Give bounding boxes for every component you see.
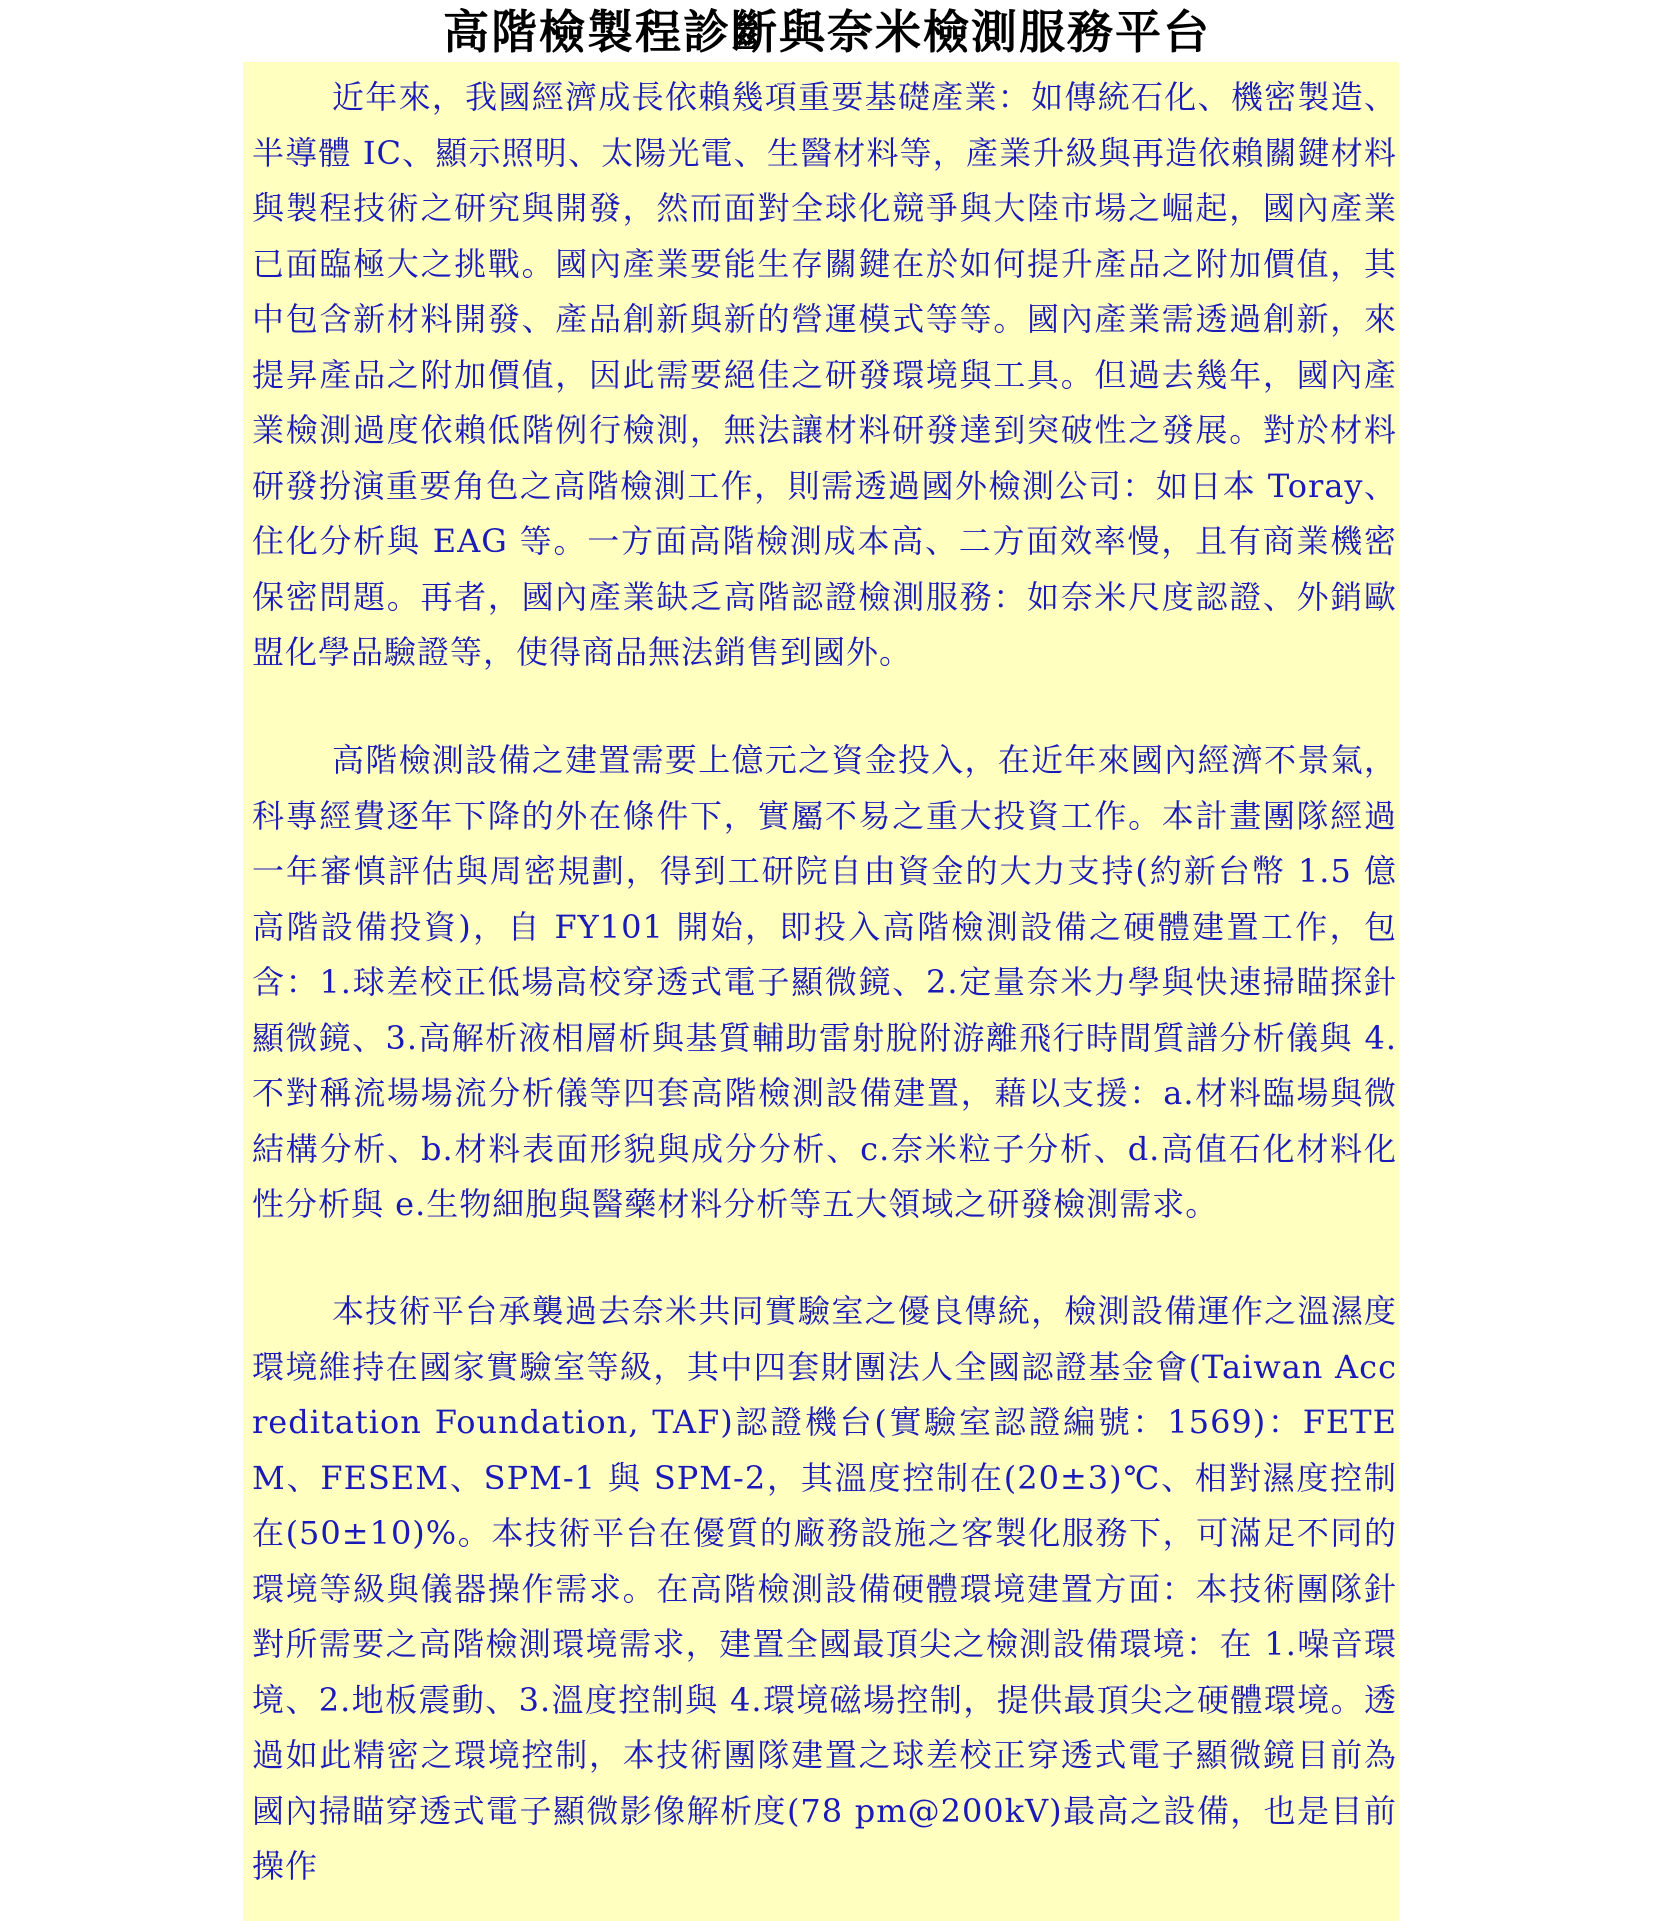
paragraph-2: 高階檢測設備之建置需要上億元之資金投入，在近年來國內經濟不景氣，科專經費逐年下降的外在條件下，實屬不易之重大投資工作。本計畫團隊經過一年審慎評估與周密規劃，得到工研院自由資金的大力支持(約新台幣 1.5 億高階設備投資)，自 FY101 開始，即投入高階檢測設備之硬體建置工作，包含：1.球差校正低場高校穿透式電子顯微鏡、2.定量奈米力學與快速掃瞄探針顯微鏡、3.高解析液相層析與基質輔助雷射脫附游離飛行時間質譜分析儀與 4.不對稱流場場流分析儀等四套高階檢測設備建置，藉以支援：a.材料臨場與微結構分析、b.材料表面形貌與成分分析、c.奈米粒子分析、d.高值石化材料化性分析與 e.生物細胞與醫藥材料分析等五大領域之研發檢測需求。 (252, 741, 1397, 1223)
paragraph-1: 近年來，我國經濟成長依賴幾項重要基礎產業：如傳統石化、機密製造、半導體 IC、顯示照明、太陽光電、生醫材料等，產業升級與再造依賴關鍵材料與製程技術之研究與開發，然而面對全球化競爭與大陸市場之崛起，國內產業已面臨極大之挑戰。國內產業要能生存關鍵在於如何提升產品之附加價值，其中包含新材料開發、產品創新與新的營運模式等等。國內產業需透過創新，來提昇產品之附加價值，因此需要絕佳之研發環境與工具。但過去幾年，國內產業檢測過度依賴低階例行檢測，無法讓材料研發達到突破性之發展。對於材料研發扮演重要角色之高階檢測工作，則需透過國外檢測公司：如日本 Toray、住化分析與 EAG 等。一方面高階檢測成本高、二方面效率慢，且有商業機密保密問題。再者，國內產業缺乏高階認證檢測服務：如奈米尺度認證、外銷歐盟化學品驗證等，使得商品無法銷售到國外。 (252, 78, 1397, 671)
paragraph-3: 本技術平台承襲過去奈米共同實驗室之優良傳統，檢測設備運作之溫濕度環境維持在國家實驗室等級，其中四套財團法人全國認證基金會(Taiwan Accreditation Foundation, TAF)認證機台(實驗室認證編號：1569)：FETEM、FESEM、SPM-1 與 SPM-2，其溫度控制在(20±3)℃、相對濕度控制在(50±10)%。本技術平台在優質的廠務設施之客製化服務下，可滿足不同的環境等級與儀器操作需求。在高階檢測設備硬體環境建置方面：本技術團隊針對所需要之高階檢測環境需求，建置全國最頂尖之檢測設備環境：在 1.噪音環境、2.地板震動、3.溫度控制與 4.環境磁場控制，提供最頂尖之硬體環境。透過如此精密之環境控制，本技術團隊建置之球差校正穿透式電子顯微鏡目前為國內掃瞄穿透式電子顯微影像解析度(78 pm@200kV)最高之設備，也是目前操作 (252, 1292, 1397, 1885)
page-title: 高階檢製程診斷與奈米檢測服務平台 (443, 5, 1211, 59)
